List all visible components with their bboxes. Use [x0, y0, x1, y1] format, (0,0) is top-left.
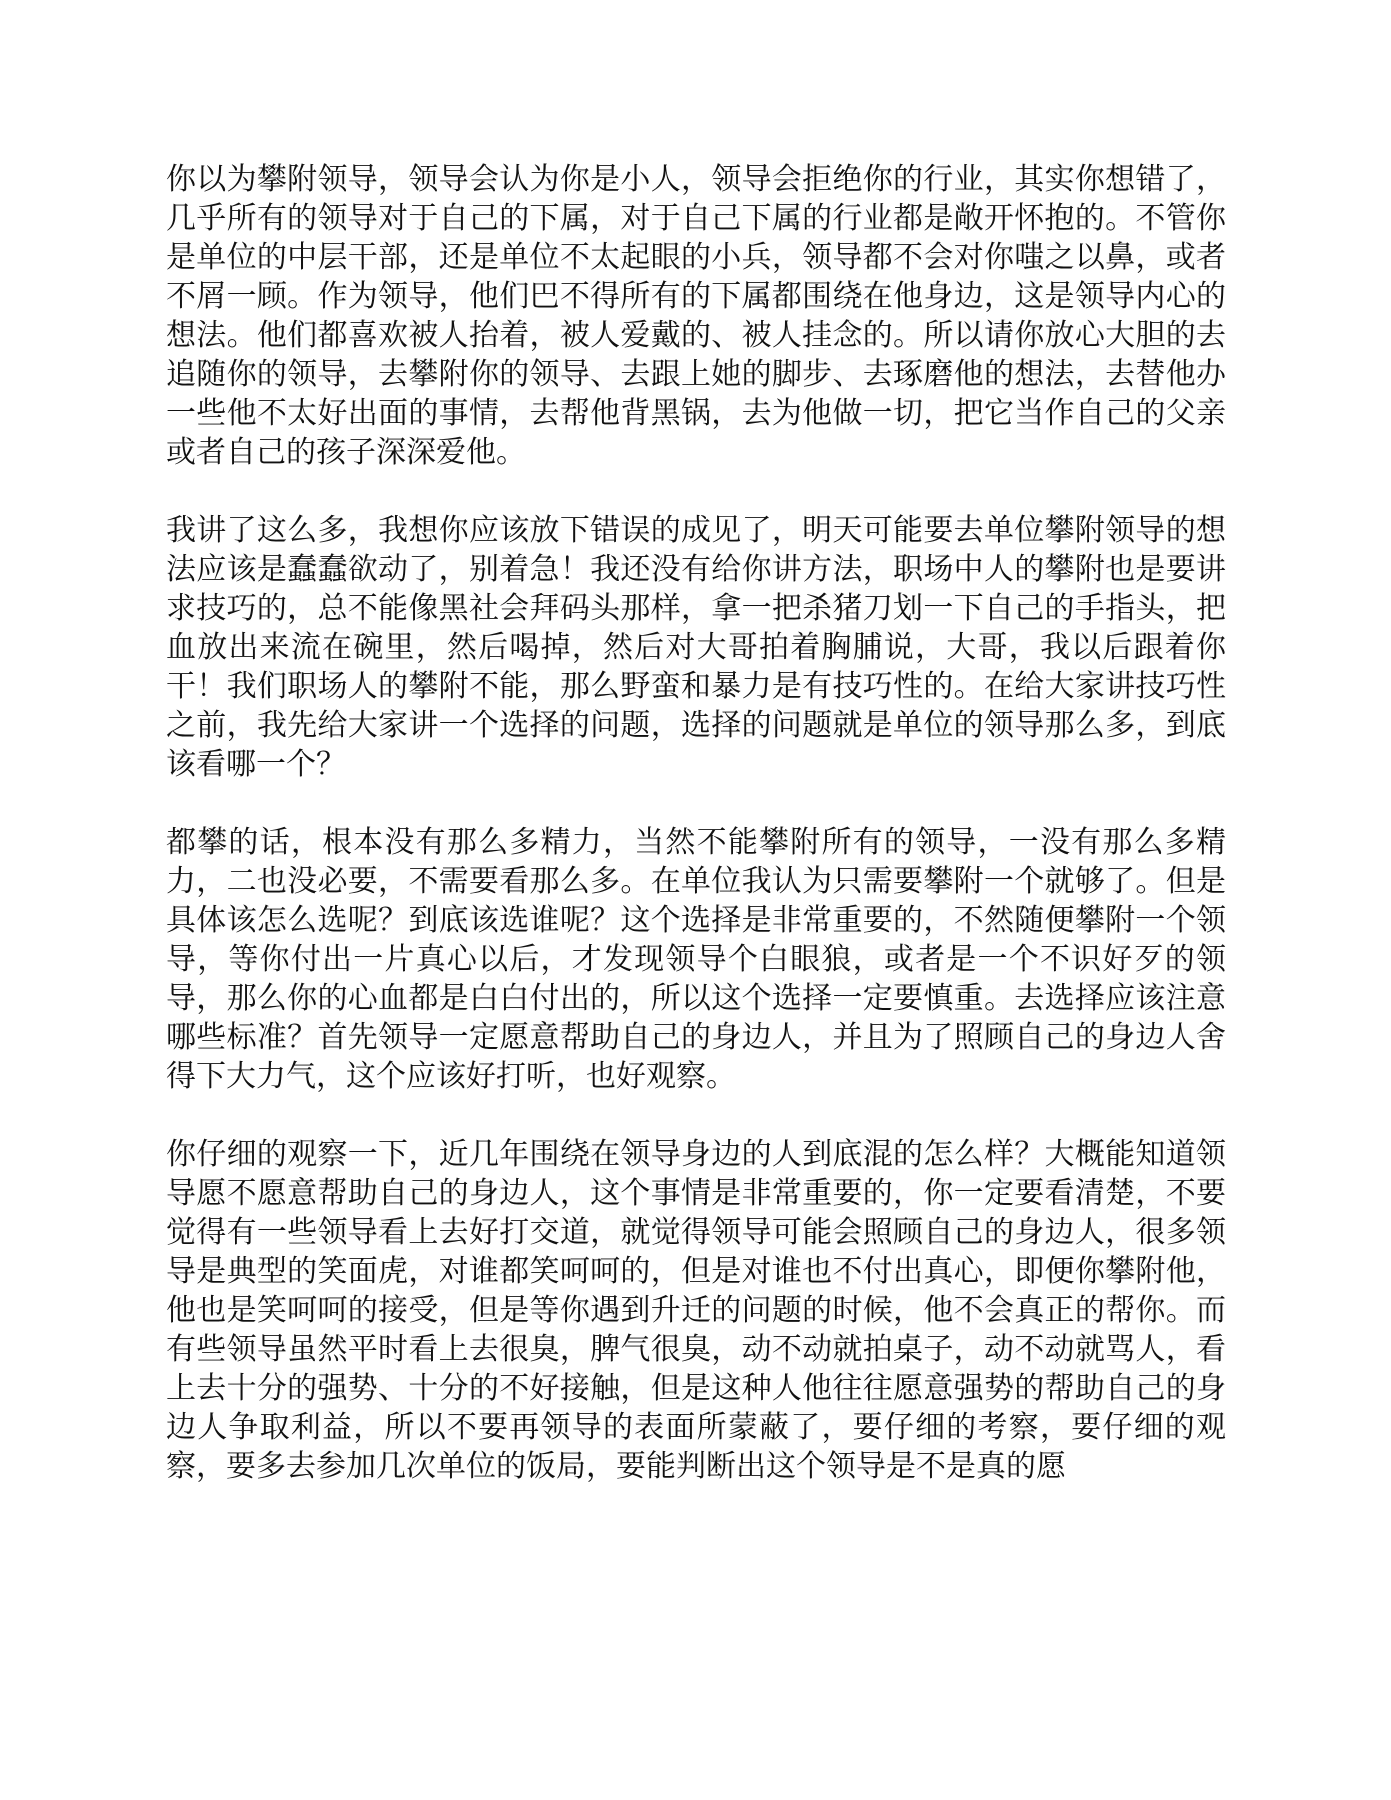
paragraph-4: 你仔细的观察一下，近几年围绕在领导身边的人到底混的怎么样？大概能知道领导愿不愿意帮助自己的身边人，这个事情是非常重要的，你一定要看清楚，不要觉得有一些领导看上去好打交道，就觉得领导可能会照顾自己的身边人，很多领导是典型的笑面虎，对谁都笑呵呵的，但是对谁也不付出真心，即便你攀附他，他也是笑呵呵的接受，但是等你遇到升迁的问题的时候，他不会真正的帮你。而有些领导虽然平时看上去很臭，脾气很臭，动不动就拍桌子，动不动就骂人，看上去十分的强势、十分的不好接触，但是这种人他往往愿意强势的帮助自己的身边人争取利益，所以不要再领导的表面所蒙蔽了，要仔细的考察，要仔细的观察，要多去参加几次单位的饭局，要能判断出这个领导是不是真的愿: [166, 1137, 1226, 1484]
paragraph-1: 你以为攀附领导，领导会认为你是小人，领导会拒绝你的行业，其实你想错了，几乎所有的领导对于自己的下属，对于自己下属的行业都是敞开怀抱的。不管你是单位的中层干部，还是单位不太起眼的小兵，领导都不会对你嗤之以鼻，或者不屑一顾。作为领导，他们巴不得所有的下属都围绕在他身边，这是领导内心的想法。他们都喜欢被人抬着，被人爱戴的、被人挂念的。所以请你放心大胆的去追随你的领导，去攀附你的领导、去跟上她的脚步、去琢磨他的想法，去替他办一些他不太好出面的事情，去帮他背黑锅，去为他做一切，把它当作自己的父亲或者自己的孩子深深爱他。: [166, 162, 1226, 470]
paragraph-2: 我讲了这么多，我想你应该放下错误的成见了，明天可能要去单位攀附领导的想法应该是蠢蠢欲动了，别着急！我还没有给你讲方法，职场中人的攀附也是要讲求技巧的，总不能像黑社会拜码头那样，拿一把杀猪刀划一下自己的手指头，把血放出来流在碗里，然后喝掉，然后对大哥拍着胸脯说，大哥，我以后跟着你干！我们职场人的攀附不能，那么野蛮和暴力是有技巧性的。在给大家讲技巧性之前，我先给大家讲一个选择的问题，选择的问题就是单位的领导那么多，到底该看哪一个？: [166, 513, 1226, 782]
paragraph-3: 都攀的话，根本没有那么多精力，当然不能攀附所有的领导，一没有那么多精力，二也没必要，不需要看那么多。在单位我认为只需要攀附一个就够了。但是具体该怎么选呢？到底该选谁呢？这个选择是非常重要的，不然随便攀附一个领导，等你付出一片真心以后，才发现领导个白眼狼，或者是一个不识好歹的领导，那么你的心血都是白白付出的，所以这个选择一定要慎重。去选择应该注意哪些标准？首先领导一定愿意帮助自己的身边人，并且为了照顾自己的身边人舍得下大力气，这个应该好打听，也好观察。: [166, 825, 1226, 1094]
document-body: [166, 160, 1226, 1486]
